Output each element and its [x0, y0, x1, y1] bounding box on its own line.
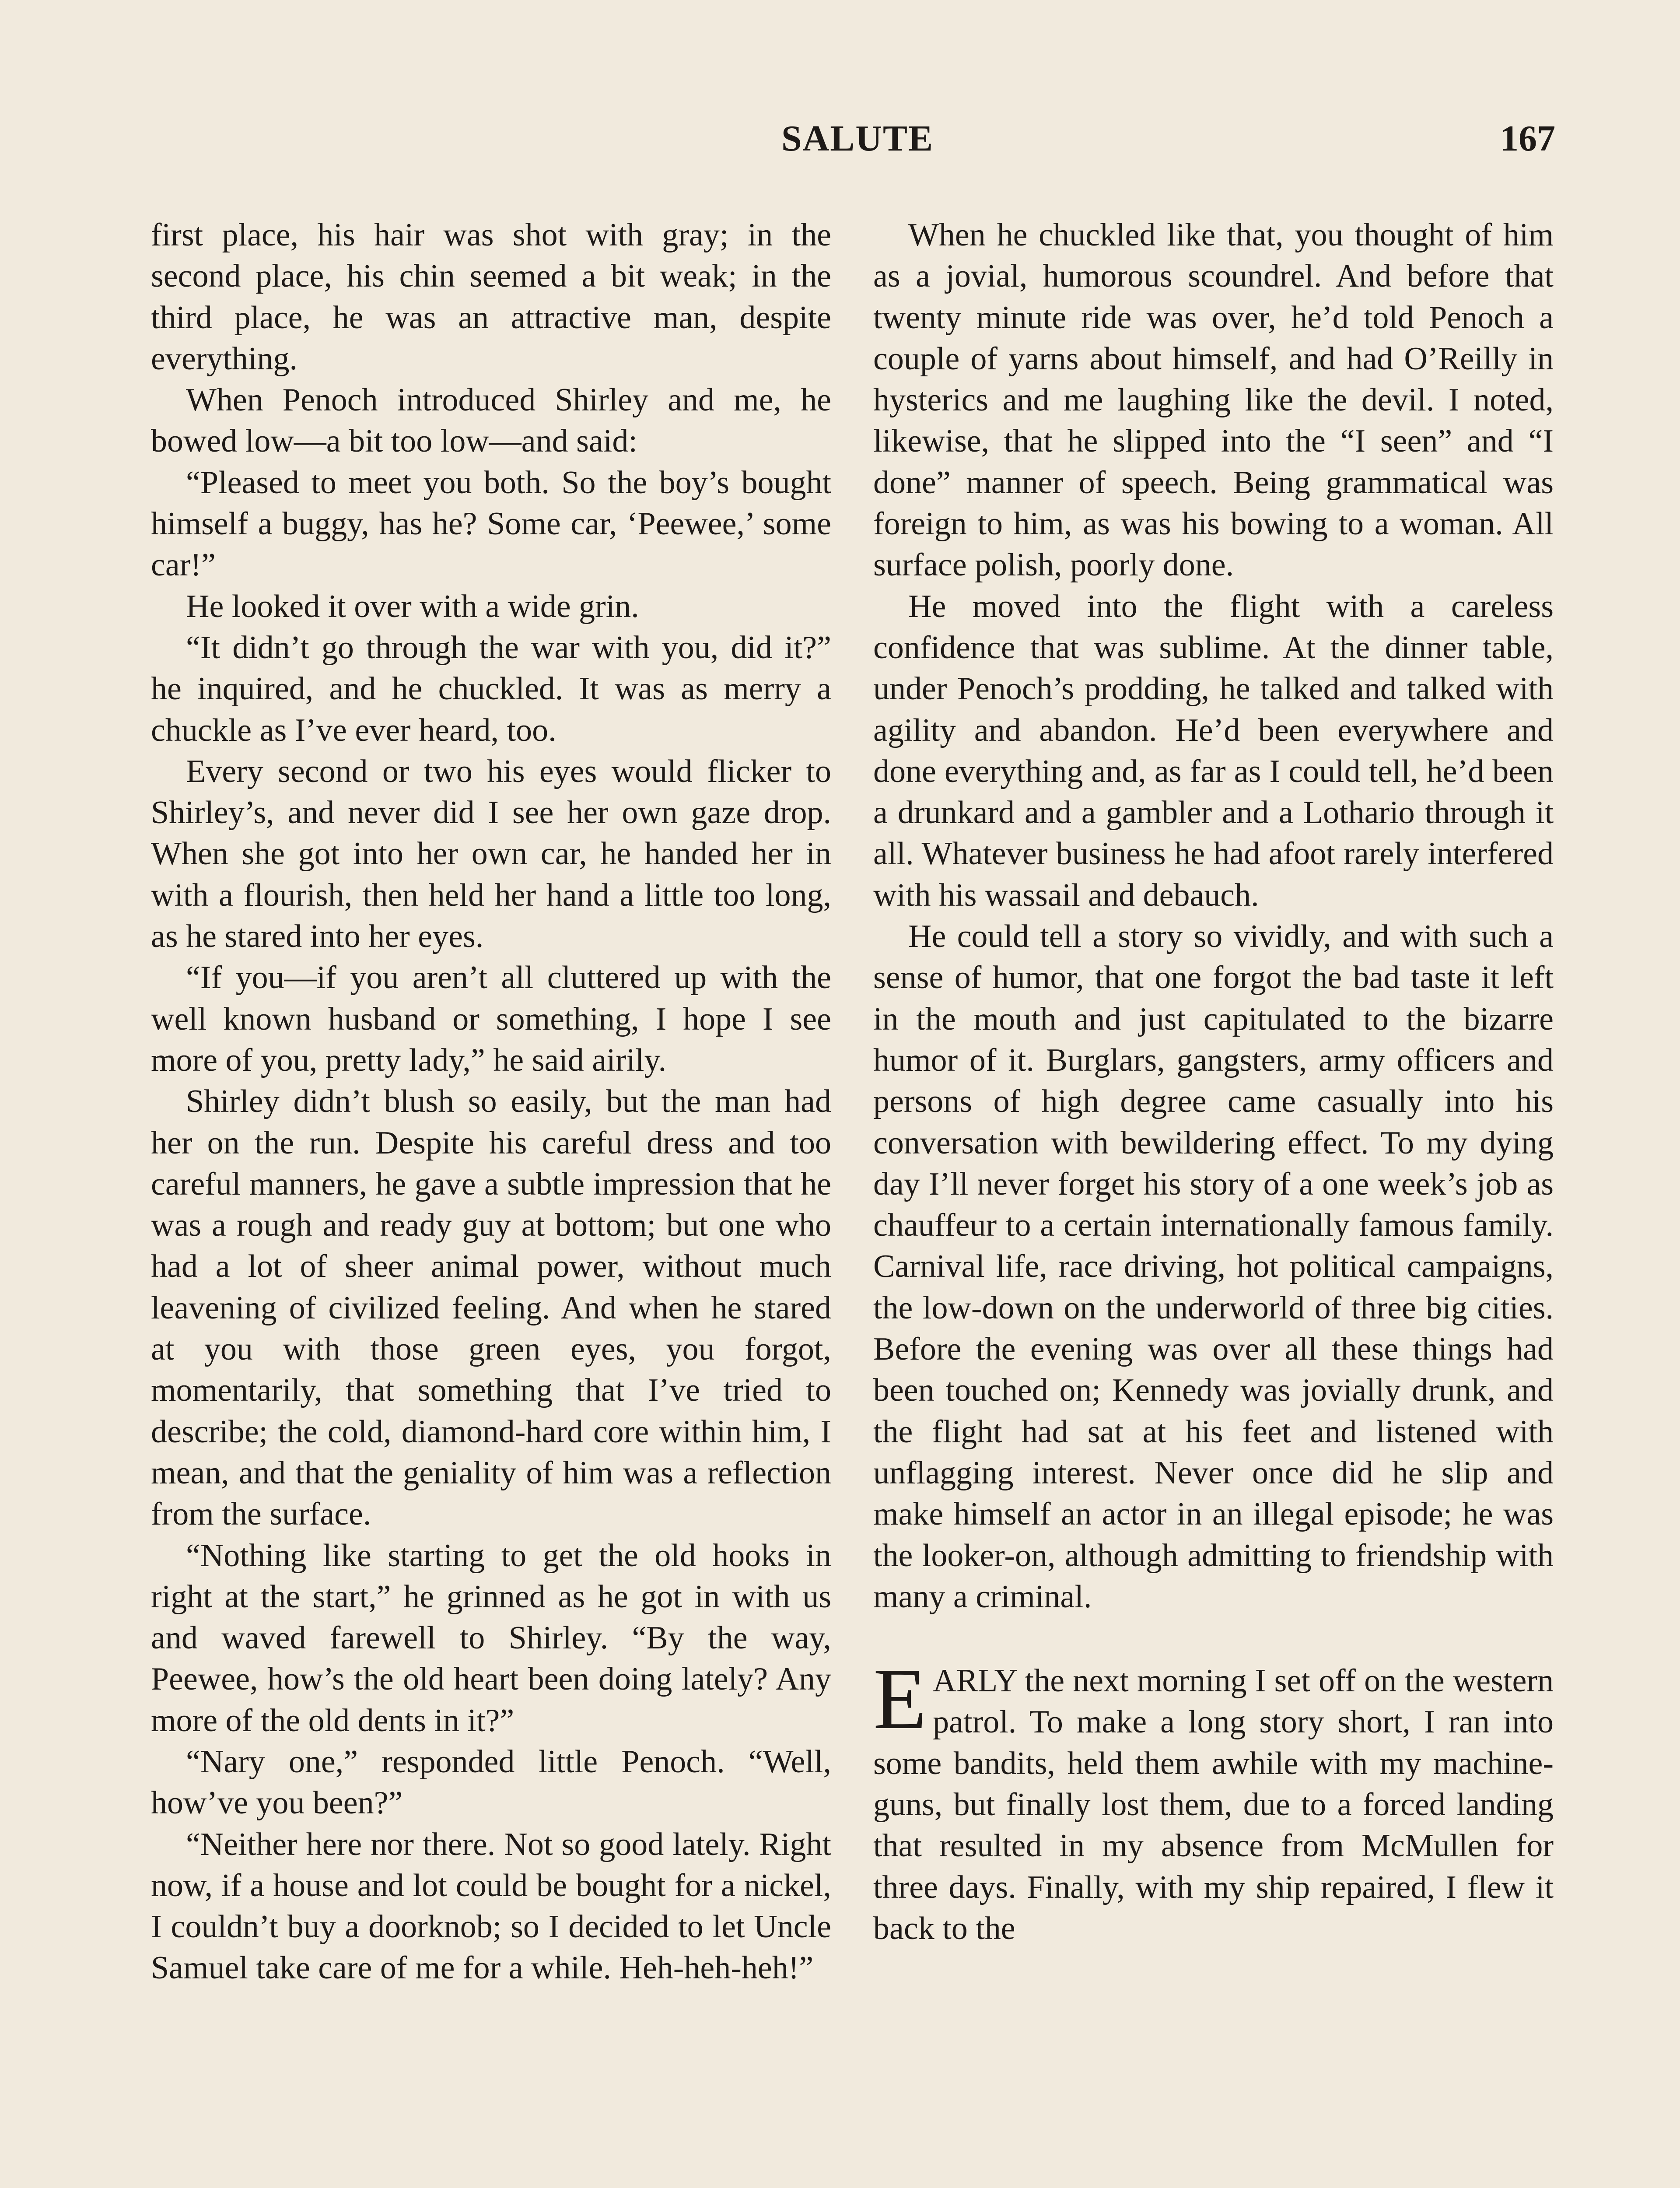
paragraph: He moved into the flight with a careless confidence that was sublime. At the dinner table, under Penoch’s prodding, he talked and talked with agility and abandon. He’d been everywhere and done everything and, as far as I could tell, he’d been a drunkard and a gambler and a Lothario through it all. Whatever business he had afoot rarely interfered with his wassail and debauch. — [873, 588, 1554, 913]
paragraph: first place, his hair was shot with gray; in the second place, his chin seemed a bit weak; in the third place, he was an attractive man, despite everything. — [151, 217, 831, 377]
right-column — [873, 214, 1554, 1949]
paragraph: “Nary one,” responded little Penoch. “Well, how’ve you been?” — [151, 1743, 831, 1821]
paragraph: He looked it over with a wide grin. — [186, 588, 639, 624]
section-break — [873, 1617, 1554, 1660]
page-number: 167 — [1500, 118, 1555, 159]
left-column — [151, 214, 831, 1989]
paragraph: Shirley didn’t blush so easily, but the man had her on the run. Despite his careful dress and too careful manners, he gave a subtle impression that he was a rough and ready guy at bottom; but one who had a lot of sheer animal power, without much leavening of civilized feeling. And when he stared at you with those green eyes, you forgot, momentarily, that something that I’ve tried to describe; the cold, diamond-hard core within him, I mean, and that the geniality of him was a reflection from the surface. — [151, 1083, 831, 1532]
paragraph: Every second or two his eyes would flicker to Shirley’s, and never did I see her own gaze drop. When she got into her own car, he handed her in with a flourish, then held her hand a little too long, as he stared into her eyes. — [151, 753, 831, 955]
paragraph: When Penoch introduced Shirley and me, he bowed low—a bit too low—and said: — [151, 382, 831, 459]
paragraph: When he chuckled like that, you thought of him as a jovial, humorous scoundrel. And before that twenty minute ride was over, he’d told Penoch a couple of yarns about himself, and had O’Reilly in hysterics and me laughing like the devil. I noted, likewise, that he slipped into the “I seen” and “I done” manner of speech. Being grammatical was foreign to him, as was his bowing to a woman. All surface polish, poorly done. — [873, 217, 1554, 583]
small-caps-lead: ARLY — [933, 1663, 1017, 1699]
running-header-title: SALUTE — [781, 118, 934, 159]
paragraph: “Neither here nor there. Not so good lately. Right now, if a house and lot could be bought for a nickel, I couldn’t buy a doorknob; so I decided to let Uncle Samuel take care of me for a while. Heh-heh-heh!” — [151, 1826, 831, 1986]
paragraph: “It didn’t go through the war with you, did it?” he inquired, and he chuckled. It was as merry a chuckle as I’ve ever heard, too. — [151, 629, 831, 748]
drop-cap: E — [873, 1651, 927, 1748]
paragraph: “Nothing like starting to get the old hooks in right at the start,” he grinned as he got in with us and waved farewell to Shirley. “By the way, Peewee, how’s the old heart been doing lately? Any more of the old dents in it?” — [151, 1537, 831, 1739]
paragraph: “If you—if you aren’t all cluttered up with the well known husband or something, I hope I see more of you, pretty lady,” he said airily. — [151, 960, 831, 1078]
paragraph: He could tell a story so vividly, and with such a sense of humor, that one forgot the bad taste it left in the mouth and just capitulated to the bizarre humor of it. Burglars, gangsters, army officers and persons of high degree came casually into his conversation with bewildering effect. To my dying day I’ll never forget his story of a one week’s job as chauffeur to a certain internationally famous family. Carnival life, race driving, hot political campaigns, the low-down on the underworld of three big cities. Before the evening was over all these things had been touched on; Kennedy was jovially drunk, and the flight had sat at his feet and listened with unflagging interest. Never once did he slip and make himself an actor in an illegal episode; he was the looker-on, although admitting to friendship with many a criminal. — [873, 919, 1554, 1615]
paragraph-text: the next morning I set off on the western patrol. To make a long story short, I ran into some bandits, held them awhile with my machine-guns, but finally lost them, due to a forced landing that resulted in my absence from McMullen for three days. Finally, with my ship repaired, I flew it back to the — [873, 1663, 1554, 1946]
paragraph: “Pleased to meet you both. So the boy’s bought himself a buggy, has he? Some car, ‘Peewee,’ some car!” — [151, 464, 831, 583]
paragraph-with-dropcap — [873, 1651, 1554, 1949]
